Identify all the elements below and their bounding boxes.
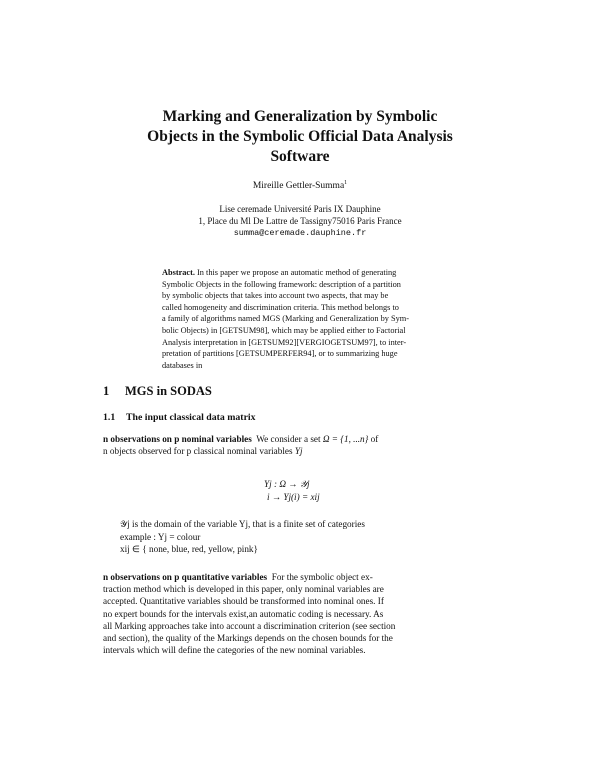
paragraph-line: traction method which is developed in this paper, only nominal variables are: [103, 584, 384, 595]
subsection-number: 1.1: [103, 412, 116, 423]
domain-description: [120, 518, 365, 556]
domain-line: xij ∈ { none, blue, red, yellow, pink}: [120, 544, 258, 554]
math-variable: Yj: [294, 446, 303, 457]
abstract-line: by symbolic objects that takes into account two aspects, that may be: [162, 291, 389, 301]
paragraph-text: n objects observed for p classical nominal variables: [103, 446, 293, 457]
paragraph-text: We consider a set: [256, 434, 321, 444]
subsection-heading: [103, 412, 256, 423]
author-email: summa@ceremade.dauphine.fr: [233, 228, 367, 238]
section-heading: [103, 384, 212, 399]
abstract-line: a family of algorithms named MGS (Marking and Generalization by Sym-: [162, 314, 410, 324]
abstract-line: databases in: [162, 360, 203, 370]
paragraph-line: and section), the quality of the Markings depends on the chosen bounds for the: [103, 633, 393, 644]
section-number: 1: [103, 384, 110, 398]
paragraph-quantitative: [103, 571, 495, 656]
paper-title: [120, 107, 480, 167]
paragraph-nominal: [103, 433, 495, 457]
paragraph-line: no expert bounds for the intervals exist,an automatic coding is necessary. As: [103, 608, 384, 619]
paragraph-text: For the symbolic object ex-: [271, 572, 373, 582]
paragraph-line: [103, 445, 495, 457]
equation: [250, 478, 320, 503]
abstract-text: In this paper we propose an automatic method of generating: [197, 268, 397, 277]
domain-line: example : Yj = colour: [120, 531, 201, 542]
abstract: [162, 267, 452, 371]
abstract-line: Symbolic Objects in the following framework: description of a partition: [162, 279, 401, 289]
abstract-line: pretation of partitions [GETSUMPERFER94], or to summarizing huge: [162, 349, 398, 359]
paragraph-text: of: [370, 434, 379, 444]
subsection-title: The input classical data matrix: [126, 412, 256, 423]
abstract-line: called homogeneity and discrimination criteria. This method belongs to: [162, 302, 399, 312]
section-title: MGS in SODAS: [125, 384, 212, 398]
math-set: Ω = {1, ...n}: [322, 434, 369, 444]
paragraph-line: [103, 433, 495, 445]
title-line: Marking and Generalization by Symbolic: [162, 108, 438, 125]
abstract-label: Abstract.: [162, 268, 195, 277]
author-text: Mireille Gettler-Summa: [252, 181, 345, 192]
paragraph-heading: n observations on p quantitative variables: [103, 572, 268, 582]
paragraph-line: intervals which will define the categories of the new nominal variables.: [103, 645, 366, 656]
equation-line: i → Yj(i) = xij: [267, 491, 320, 502]
abstract-line: bolic Objects) in [GETSUM98], which may be applied either to Factorial: [162, 325, 406, 335]
author-name: [0, 180, 600, 191]
paragraph-line: accepted. Quantitative variables should be transformed into nominal ones. If: [103, 596, 384, 607]
title-line: Software: [270, 148, 330, 165]
abstract-line: Analysis interpretation in [GETSUM92][VERGIOGETSUM97], to inter-: [162, 337, 407, 347]
abstract-line: [162, 267, 452, 279]
affiliation-line: 1, Place du Ml De Lattre de Tassigny75016 Paris France: [198, 216, 402, 226]
affiliation-line: Lise ceremade Université Paris IX Dauphine: [219, 204, 381, 214]
paragraph-line: [103, 571, 495, 583]
domain-line: 𝒴j is the domain of the variable Yj, that is a finite set of categories: [120, 519, 365, 529]
affiliation: [0, 203, 600, 239]
paragraph-heading: n observations on p nominal variables: [103, 434, 252, 444]
title-line: Objects in the Symbolic Official Data Analysis: [147, 128, 453, 145]
author-footnote-mark: 1: [344, 180, 348, 186]
equation-line: Yj : Ω → 𝒴j: [264, 479, 310, 489]
paragraph-line: all Marking approaches take into account a discrimination criterion (see section: [103, 620, 396, 631]
